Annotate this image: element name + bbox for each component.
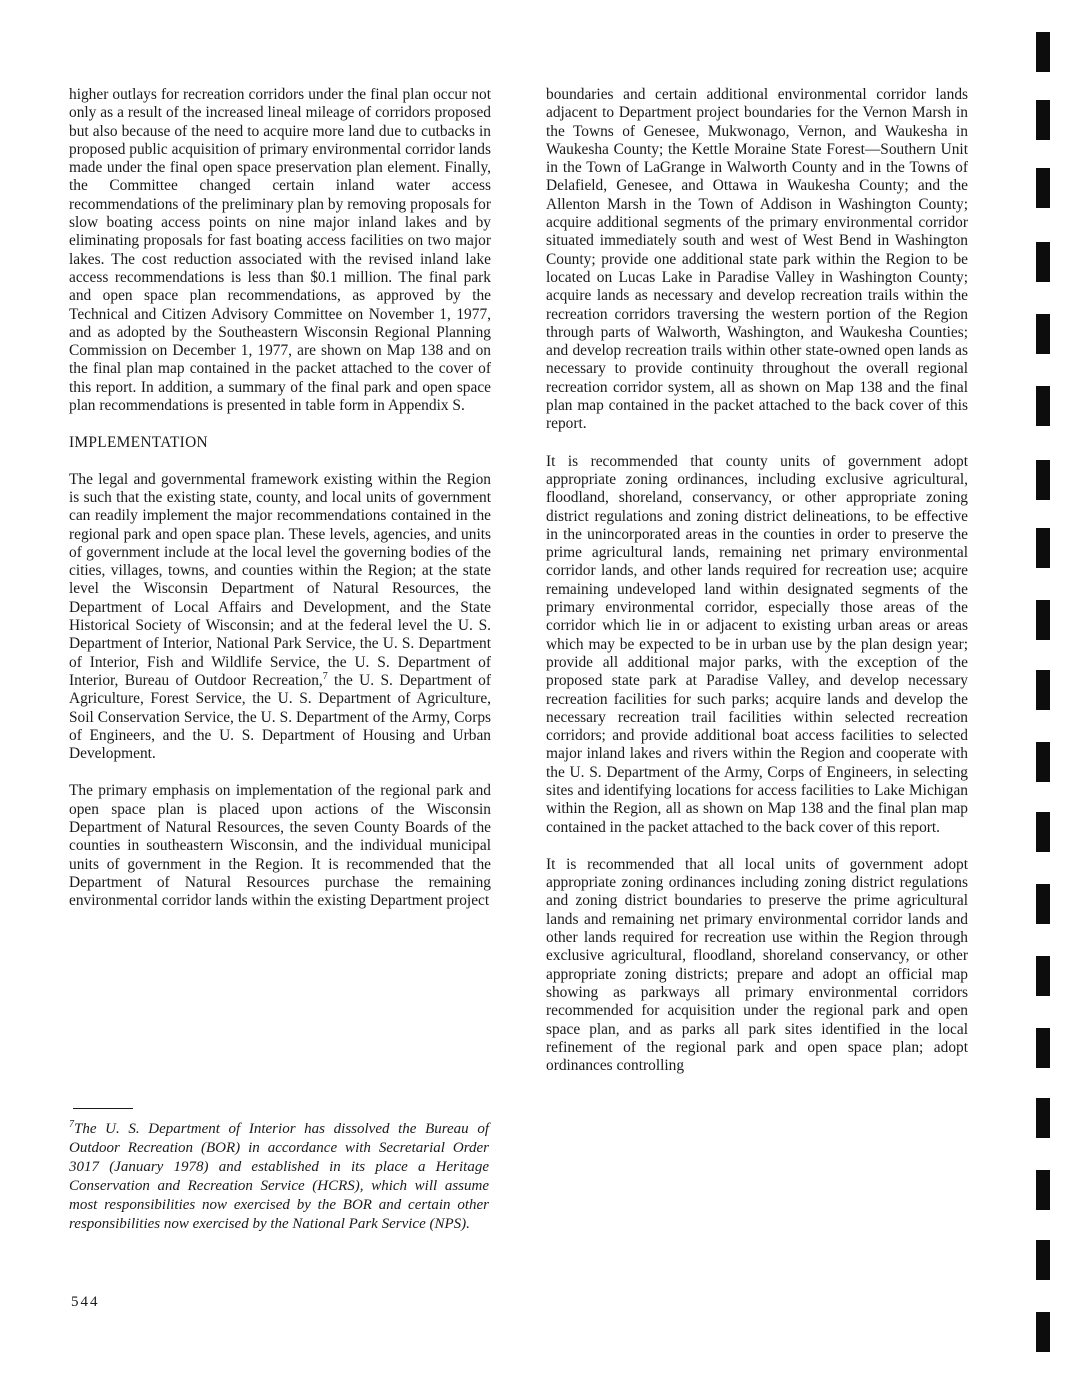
page-number: 544: [71, 1294, 100, 1310]
footnote-number: 7: [69, 1119, 74, 1130]
footnote-text: The U. S. Department of Interior has dissolved the Bureau of Outdoor Recreation (BOR) in accordance with Secretarial Order 3017 (January 1978) and established in its place a Heritage Conservation and Recreation Service (HCRS), which will assume most responsibilities now exercised by the BOR and certain other responsibilities now exercised by the National Park Service (NPS).: [69, 1121, 489, 1232]
paragraph-local-zoning: It is recommended that all local units of government adopt appropriate zoning ordinances including zoning district regulations and zoning district boundaries to preserve the prime agricultural lands and remaining net primary environmental corridor lands and other lands required for recreation use within the Region through exclusive agricultural, floodland, shoreland conservancy, or other appropriate zoning districts; prepare and adopt an official map showing as parkways all primary environmental corridors recommended for acquisition under the regional park and open space plan, and as parks all park sites identified in the local refinement of the regional park and open space plan; adopt ordinances controlling: [546, 855, 968, 1075]
paragraph-governmental-framework: [69, 471, 491, 764]
registration-mark: [1036, 314, 1050, 354]
registration-mark: [1036, 100, 1050, 140]
registration-mark: [1036, 742, 1050, 782]
footnote-reference[interactable]: 7: [322, 670, 328, 682]
paragraph-plan-outlays: higher outlays for recreation corridors under the final plan occur not only as a result of the increased lineal mileage of corridors proposed but also because of the need to acquire more land due to cutbacks in proposed public acquisition of primary environmental corridor lands made under the final open space preservation plan element. Finally, the Committee changed certain inland water access recommendations of the preliminary plan by removing proposals for slow boating access points on nine major inland lakes and by eliminating proposals for fast boating access facilities on two major lakes. The cost reduction associated with the revised inland lake access recommendations is less than $0.1 million. The final park and open space plan recommendations, as approved by the Technical and Citizen Advisory Committee on November 1, 1977, and as adopted by the Southeastern Wisconsin Regional Planning Commission on December 1, 1977, are shown on Map 138 and on the final plan map contained in the packet attached to the cover of this report. In addition, a summary of the final park and open space plan recommendations is presented in table form in Appendix S.: [69, 86, 491, 415]
framework-text-part1: The legal and governmental framework existing within the Region is such that the existing state, county, and local units of government can readily implement the major recommendations contained in the regional park and open space plan. These levels, agencies, and units of government include at the local level the governing bodies of the cities, villages, towns, and counties within the Region; at the state level the Wisconsin Department of Natural Resources, the Department of Local Affairs and Development, and the State Historical Society of Wisconsin; and at the federal level the U. S. Department of Interior, National Park Service, the U. S. Department of Interior, Fish and Wildlife Service, the U. S. Department of Interior, Bureau of Outdoor Recreation,: [69, 470, 491, 689]
paragraph-county-zoning: It is recommended that county units of government adopt appropriate zoning ordinances, including exclusive agricultural, floodland, shoreland, conservancy, or other appropriate zoning district regulations and zoning district delineations, to be effective in the unincorporated areas in the counties in order to preserve the prime agricultural lands, remaining net primary environmental corridor lands, and other lands required for recreation use; acquire remaining undeveloped land within designated segments of the primary environmental corridor, especially those areas of the corridor which lie in or adjacent to existing urban areas or areas which may be expected to be in urban use by the plan design year; provide all additional major parks, with the exception of the proposed state park at Paradise Valley, and develop necessary recreation facilities for such parks; acquire lands and develop the necessary recreation trail facilities within selected recreation corridors; and provide additional boat access facilities to selected major inland lakes and rivers within the Region and cooperate with the U. S. Department of the Army, Corps of Engineers, in selecting sites and identifying locations for access facilities to Lake Michigan within the Region, all as shown on Map 138 and the final plan map contained in the packet attached to the back cover of this report.: [546, 452, 968, 836]
framework-text-part2: the U. S. Department of Agriculture, Forest Service, the U. S. Department of Agriculture, Soil Conservation Service, the U. S. Department of the Army, Corps of Engineers, and the U. S. Department of Housing and Urban Development.: [69, 671, 491, 763]
registration-mark: [1036, 1028, 1050, 1068]
registration-mark: [1036, 956, 1050, 996]
registration-mark: [1036, 1312, 1050, 1352]
registration-mark: [1036, 812, 1050, 852]
left-column: [69, 86, 491, 929]
registration-mark: [1036, 884, 1050, 924]
registration-mark: [1036, 1170, 1050, 1210]
registration-mark: [1036, 1240, 1050, 1280]
registration-mark: [1036, 386, 1050, 426]
registration-mark: [1036, 600, 1050, 640]
paragraph-dnr-boundaries: boundaries and certain additional environmental corridor lands adjacent to Department project boundaries for the Vernon Marsh in the Towns of Genesee, Mukwonago, Vernon, and Waukesha in Waukesha County; the Kettle Moraine State Forest—Southern Unit in the Town of LaGrange in Walworth County and in the Towns of Delafield, Genesee, and Ottawa in Waukesha County; and the Allenton Marsh in the Town of Addison in Washington County; acquire additional segments of the primary environmental corridor situated immediately south and west of West Bend in Washington County; provide one additional state park within the Region to be located on Lucas Lake in Paradise Valley in Washington County; acquire lands as necessary and develop recreation trails within the recreation corridors traversing the western portion of the Region through parts of Walworth, Washington, and Waukesha Counties; and develop recreation trails within other state-owned open lands as necessary to provide continuity throughout the overall regional recreation corridor system, all as shown on Map 138 and the final plan map contained in the packet attached to the back cover of this report.: [546, 86, 968, 433]
section-heading-implementation: IMPLEMENTATION: [69, 434, 208, 452]
registration-mark: [1036, 242, 1050, 282]
footnote-divider: [73, 1108, 133, 1109]
paragraph-primary-emphasis: The primary emphasis on implementation of the regional park and open space plan is placed upon actions of the Wisconsin Department of Natural Resources, the seven County Boards of the counties in southeastern Wisconsin, and the individual municipal units of government in the Region. It is recommended that the Department of Natural Resources purchase the remaining environmental corridor lands within the existing Department project: [69, 782, 491, 910]
right-column: [546, 86, 968, 1094]
registration-mark: [1036, 32, 1050, 72]
registration-mark: [1036, 670, 1050, 710]
registration-mark: [1036, 168, 1050, 208]
footnote: [69, 1120, 489, 1234]
registration-mark: [1036, 1098, 1050, 1138]
registration-mark: [1036, 528, 1050, 568]
registration-mark: [1036, 460, 1050, 500]
